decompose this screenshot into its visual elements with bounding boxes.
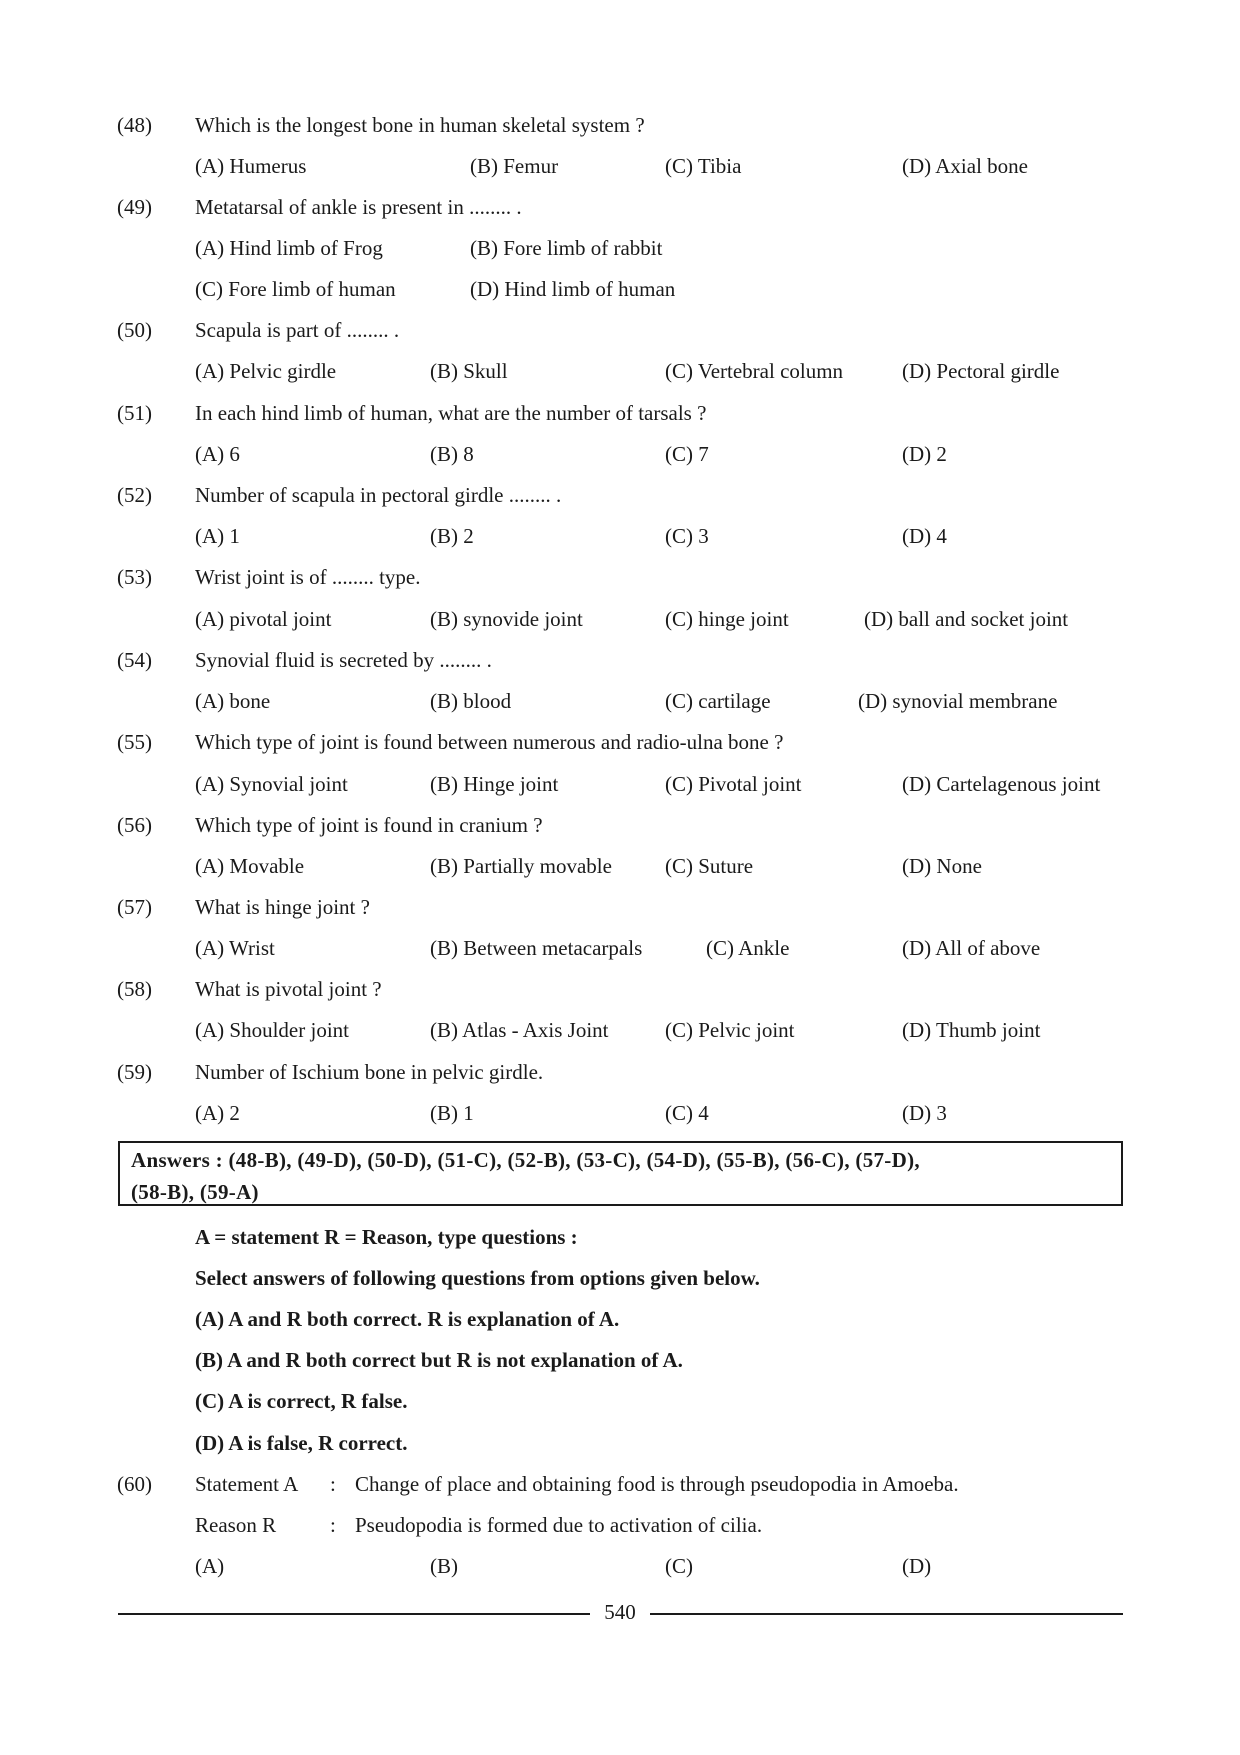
question-text: Synovial fluid is secreted by ........ . (195, 648, 492, 672)
option-c: (C) 7 (665, 442, 709, 466)
question-text: Metatarsal of ankle is present in ........ . (195, 195, 522, 219)
ar-select-instruction: Select answers of following questions from options given below. (195, 1266, 760, 1290)
option-a: (A) 1 (195, 524, 240, 548)
option-d: (D) 4 (902, 524, 947, 548)
statement-separator: : (330, 1472, 336, 1496)
question-text: Which type of joint is found in cranium ? (195, 813, 543, 837)
question-text: Number of Ischium bone in pelvic girdle. (195, 1060, 544, 1084)
option-a: (A) Wrist (195, 936, 275, 960)
question-number: (58) (117, 977, 152, 1001)
option-b: (B) 1 (430, 1101, 474, 1125)
option-b: (B) Hinge joint (430, 772, 559, 796)
option-a: (A) 6 (195, 442, 240, 466)
option-c: (C) Ankle (706, 936, 790, 960)
option-b: (B) 8 (430, 442, 474, 466)
statement-text: Change of place and obtaining food is through pseudopodia in Amoeba. (355, 1472, 959, 1496)
question-text: Scapula is part of ........ . (195, 318, 400, 342)
option-b: (B) (430, 1554, 458, 1578)
question-number: (50) (117, 318, 152, 342)
ar-option-d: (D) A is false, R correct. (195, 1431, 408, 1455)
question-number: (55) (117, 730, 152, 754)
option-b: (B) synovide joint (430, 607, 583, 631)
ar-option-b: (B) A and R both correct but R is not explanation of A. (195, 1348, 683, 1372)
question-number: (51) (117, 401, 152, 425)
question-number: (56) (117, 813, 152, 837)
option-a: (A) Synovial joint (195, 772, 348, 796)
option-c: (C) Suture (665, 854, 754, 878)
question-number: (53) (117, 565, 152, 589)
ar-heading: A = statement R = Reason, type questions : (195, 1225, 578, 1249)
option-d: (D) (902, 1554, 932, 1578)
reason-text: Pseudopodia is formed due to activation of cilia. (355, 1513, 763, 1537)
option-c: (C) cartilage (665, 689, 771, 713)
option-d: (D) Hind limb of human (470, 277, 676, 301)
option-a: (A) Pelvic girdle (195, 359, 337, 383)
option-c: (C) Pelvic joint (665, 1018, 795, 1042)
option-b: (B) blood (430, 689, 512, 713)
question-number: (48) (117, 113, 152, 137)
option-d: (D) All of above (902, 936, 1041, 960)
option-c: (C) Pivotal joint (665, 772, 802, 796)
question-text: Which type of joint is found between numerous and radio-ulna bone ? (195, 730, 784, 754)
option-a: (A) Hind limb of Frog (195, 236, 383, 260)
question-number: (57) (117, 895, 152, 919)
option-c: (C) Tibia (665, 154, 742, 178)
question-text: What is pivotal joint ? (195, 977, 382, 1001)
option-a: (A) (195, 1554, 225, 1578)
option-d: (D) 2 (902, 442, 947, 466)
question-number: (54) (117, 648, 152, 672)
footer-rule-left (118, 1613, 590, 1615)
option-c: (C) Vertebral column (665, 359, 844, 383)
question-text: Which is the longest bone in human skeletal system ? (195, 113, 645, 137)
question-text: In each hind limb of human, what are the number of tarsals ? (195, 401, 707, 425)
option-b: (B) Skull (430, 359, 508, 383)
option-a: (A) pivotal joint (195, 607, 332, 631)
option-b: (B) Fore limb of rabbit (470, 236, 663, 260)
option-c: (C) 3 (665, 524, 709, 548)
question-number: (60) (117, 1472, 152, 1496)
option-a: (A) Shoulder joint (195, 1018, 349, 1042)
page-number: 540 (604, 1600, 636, 1624)
option-d: (D) 3 (902, 1101, 947, 1125)
option-a: (A) Humerus (195, 154, 307, 178)
question-text: Number of scapula in pectoral girdle ........ . (195, 483, 562, 507)
option-c: (C) 4 (665, 1101, 709, 1125)
question-text: Wrist joint is of ........ type. (195, 565, 421, 589)
option-b: (B) Atlas - Axis Joint (430, 1018, 609, 1042)
option-d: (D) None (902, 854, 982, 878)
ar-option-c: (C) A is correct, R false. (195, 1389, 408, 1413)
option-d: (D) ball and socket joint (864, 607, 1069, 631)
answer-key-line-2: (58-B), (59-A) (131, 1180, 259, 1204)
option-d: (D) synovial membrane (858, 689, 1058, 713)
option-c: (C) hinge joint (665, 607, 789, 631)
answer-key-line-1: Answers : (48-B), (49-D), (50-D), (51-C), (52-B), (53-C), (54-D), (55-B), (56-C), (57-D), (131, 1148, 920, 1172)
option-b: (B) Between metacarpals (430, 936, 643, 960)
option-c: (C) (665, 1554, 693, 1578)
reason-separator: : (330, 1513, 336, 1537)
statement-label: Statement A (195, 1472, 299, 1496)
question-text: What is hinge joint ? (195, 895, 370, 919)
option-a: (A) Movable (195, 854, 305, 878)
question-number: (49) (117, 195, 152, 219)
option-d: (D) Axial bone (902, 154, 1028, 178)
option-d: (D) Pectoral girdle (902, 359, 1060, 383)
option-a: (A) bone (195, 689, 271, 713)
option-b: (B) Femur (470, 154, 559, 178)
option-d: (D) Cartelagenous joint (902, 772, 1101, 796)
question-number: (59) (117, 1060, 152, 1084)
question-number: (52) (117, 483, 152, 507)
option-a: (A) 2 (195, 1101, 240, 1125)
option-c: (C) Fore limb of human (195, 277, 396, 301)
option-d: (D) Thumb joint (902, 1018, 1041, 1042)
reason-label: Reason R (195, 1513, 277, 1537)
option-b: (B) Partially movable (430, 854, 612, 878)
option-b: (B) 2 (430, 524, 474, 548)
ar-option-a: (A) A and R both correct. R is explanation of A. (195, 1307, 620, 1331)
footer-rule-right (650, 1613, 1123, 1615)
